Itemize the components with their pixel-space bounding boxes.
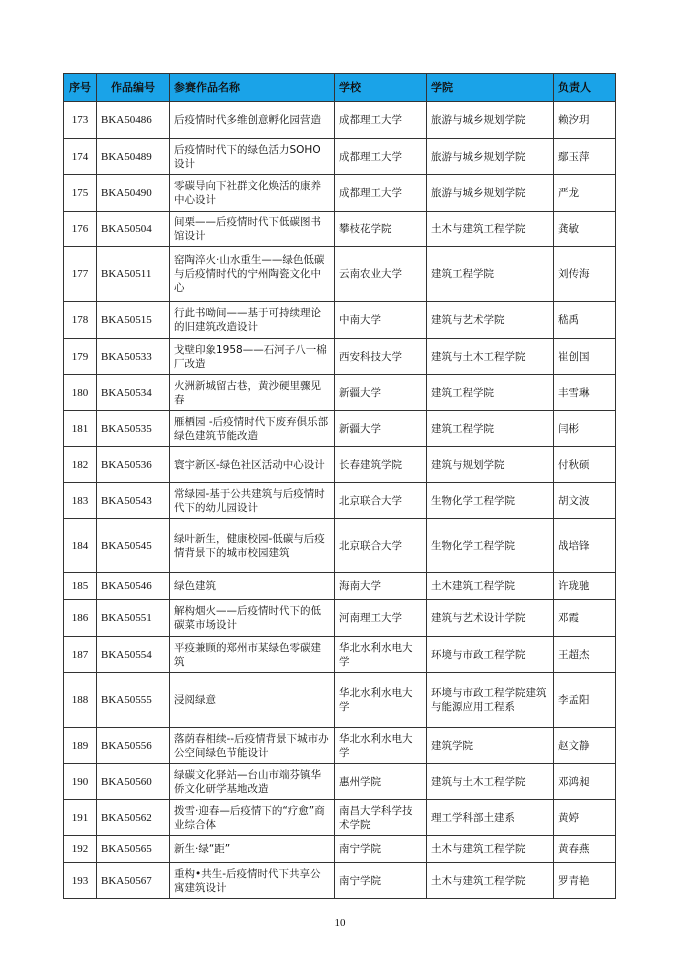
table-header-row (64, 74, 616, 102)
cell-leader: 邓鸿昶 (554, 764, 616, 800)
cell-serial: 189 (64, 728, 97, 764)
cell-school: 长春建筑学院 (335, 447, 427, 483)
cell-school: 南宁学院 (335, 863, 427, 899)
cell-serial: 188 (64, 673, 97, 728)
cell-code: BKA50560 (97, 764, 170, 800)
cell-college: 土木与建筑工程学院 (427, 836, 554, 863)
cell-school: 南昌大学科学技术学院 (335, 800, 427, 836)
cell-code: BKA50554 (97, 637, 170, 673)
cell-code: BKA50545 (97, 519, 170, 573)
cell-title: 后疫情时代下的绿色活力SOHO设计 (170, 139, 335, 175)
cell-serial: 191 (64, 800, 97, 836)
table-row (64, 411, 616, 447)
cell-college: 旅游与城乡规划学院 (427, 102, 554, 139)
page-number: 10 (334, 917, 346, 929)
cell-school: 攀枝花学院 (335, 212, 427, 247)
cell-serial: 184 (64, 519, 97, 573)
cell-title: 绿叶新生，健康校园-低碳与后疫情背景下的城市校园建筑 (170, 519, 335, 573)
table-row (64, 573, 616, 600)
cell-title: 绿碳文化驿站—台山市端芬镇华侨文化研学基地改造 (170, 764, 335, 800)
cell-college: 建筑与艺术学院 (427, 302, 554, 339)
cell-title: 常绿园-基于公共建筑与后疫情时代下的幼儿园设计 (170, 483, 335, 519)
cell-school: 新疆大学 (335, 375, 427, 411)
cell-college: 建筑工程学院 (427, 411, 554, 447)
table-row (64, 600, 616, 637)
cell-school: 华北水利水电大学 (335, 673, 427, 728)
cell-code: BKA50486 (97, 102, 170, 139)
table-row (64, 863, 616, 899)
cell-serial: 179 (64, 339, 97, 375)
cell-leader: 赵文静 (554, 728, 616, 764)
cell-code: BKA50543 (97, 483, 170, 519)
cell-title: 寰宇新区-绿色社区活动中心设计 (170, 447, 335, 483)
cell-serial: 175 (64, 175, 97, 212)
cell-serial: 193 (64, 863, 97, 899)
cell-leader: 付秋硕 (554, 447, 616, 483)
cell-code: BKA50536 (97, 447, 170, 483)
cell-leader: 闫彬 (554, 411, 616, 447)
cell-school: 惠州学院 (335, 764, 427, 800)
cell-title: 戈壁印象1958——石河子八一棉厂改造 (170, 339, 335, 375)
cell-title: 平疫兼顾的郑州市某绿色零碳建筑 (170, 637, 335, 673)
cell-title: 绿色建筑 (170, 573, 335, 600)
cell-title: 解构烟火——后疫情时代下的低碳菜市场设计 (170, 600, 335, 637)
cell-leader: 赖汐玥 (554, 102, 616, 139)
cell-college: 旅游与城乡规划学院 (427, 175, 554, 212)
cell-college: 环境与市政工程学院建筑与能源应用工程系 (427, 673, 554, 728)
table-row (64, 175, 616, 212)
cell-college: 建筑学院 (427, 728, 554, 764)
cell-leader: 崔创国 (554, 339, 616, 375)
cell-serial: 178 (64, 302, 97, 339)
table-row (64, 339, 616, 375)
cell-school: 华北水利水电大学 (335, 728, 427, 764)
cell-college: 土木与建筑工程学院 (427, 863, 554, 899)
header-code: 作品编号 (97, 74, 170, 102)
cell-title: 重构•共生-后疫情时代下共享公寓建筑设计 (170, 863, 335, 899)
cell-school: 北京联合大学 (335, 519, 427, 573)
cell-serial: 176 (64, 212, 97, 247)
cell-leader: 黄春燕 (554, 836, 616, 863)
cell-serial: 173 (64, 102, 97, 139)
cell-leader: 胡文波 (554, 483, 616, 519)
cell-school: 中南大学 (335, 302, 427, 339)
table-row (64, 728, 616, 764)
cell-serial: 180 (64, 375, 97, 411)
cell-leader: 黄婷 (554, 800, 616, 836)
cell-code: BKA50546 (97, 573, 170, 600)
cell-leader: 鄢玉萍 (554, 139, 616, 175)
cell-college: 理工学科部土建系 (427, 800, 554, 836)
header-college: 学院 (427, 74, 554, 102)
header-leader: 负责人 (554, 74, 616, 102)
cell-school: 成都理工大学 (335, 102, 427, 139)
cell-school: 北京联合大学 (335, 483, 427, 519)
cell-title: 窑陶淬火·山水重生——绿色低碳与后疫情时代的宁州陶瓷文化中心 (170, 247, 335, 302)
cell-title: 新生·绿“距” (170, 836, 335, 863)
table-row (64, 447, 616, 483)
cell-title: 火洲新城留古巷，黄沙硬里骤见春 (170, 375, 335, 411)
cell-college: 土木建筑工程学院 (427, 573, 554, 600)
cell-school: 新疆大学 (335, 411, 427, 447)
cell-code: BKA50504 (97, 212, 170, 247)
header-school: 学校 (335, 74, 427, 102)
cell-college: 建筑与土木工程学院 (427, 764, 554, 800)
cell-leader: 李孟阳 (554, 673, 616, 728)
cell-code: BKA50489 (97, 139, 170, 175)
cell-title: 拨雪·迎春—后疫情下的“疗愈”商业综合体 (170, 800, 335, 836)
cell-code: BKA50490 (97, 175, 170, 212)
cell-code: BKA50533 (97, 339, 170, 375)
cell-serial: 174 (64, 139, 97, 175)
table-row (64, 483, 616, 519)
cell-code: BKA50535 (97, 411, 170, 447)
header-title: 参赛作品名称 (170, 74, 335, 102)
cell-college: 建筑工程学院 (427, 375, 554, 411)
cell-leader: 邓霞 (554, 600, 616, 637)
cell-school: 河南理工大学 (335, 600, 427, 637)
cell-code: BKA50534 (97, 375, 170, 411)
cell-code: BKA50565 (97, 836, 170, 863)
cell-title: 行此书呦间——基于可持续理论的旧建筑改造设计 (170, 302, 335, 339)
cell-serial: 187 (64, 637, 97, 673)
cell-serial: 192 (64, 836, 97, 863)
cell-serial: 190 (64, 764, 97, 800)
table-row (64, 519, 616, 573)
cell-college: 建筑与土木工程学院 (427, 339, 554, 375)
table-row (64, 302, 616, 339)
cell-leader: 许珑驰 (554, 573, 616, 600)
table-row (64, 800, 616, 836)
table-row (64, 637, 616, 673)
table-row (64, 375, 616, 411)
cell-school: 成都理工大学 (335, 139, 427, 175)
cell-school: 南宁学院 (335, 836, 427, 863)
cell-code: BKA50555 (97, 673, 170, 728)
cell-college: 生物化学工程学院 (427, 519, 554, 573)
cell-title: 后疫情时代多维创意孵化园营造 (170, 102, 335, 139)
cell-serial: 186 (64, 600, 97, 637)
cell-college: 建筑工程学院 (427, 247, 554, 302)
cell-code: BKA50567 (97, 863, 170, 899)
awards-table (63, 73, 616, 899)
cell-college: 环境与市政工程学院 (427, 637, 554, 673)
cell-title: 零碳导向下社群文化焕活的康养中心设计 (170, 175, 335, 212)
cell-school: 成都理工大学 (335, 175, 427, 212)
cell-college: 生物化学工程学院 (427, 483, 554, 519)
table-row (64, 139, 616, 175)
cell-code: BKA50551 (97, 600, 170, 637)
cell-code: BKA50515 (97, 302, 170, 339)
cell-leader: 战培锋 (554, 519, 616, 573)
cell-leader: 丰雪琳 (554, 375, 616, 411)
cell-leader: 刘传海 (554, 247, 616, 302)
cell-college: 旅游与城乡规划学院 (427, 139, 554, 175)
cell-school: 云南农业大学 (335, 247, 427, 302)
header-serial: 序号 (64, 74, 97, 102)
table-row (64, 673, 616, 728)
table-row (64, 836, 616, 863)
cell-code: BKA50556 (97, 728, 170, 764)
cell-code: BKA50511 (97, 247, 170, 302)
cell-leader: 龚敏 (554, 212, 616, 247)
cell-title: 间栗——后疫情时代下低碳图书馆设计 (170, 212, 335, 247)
cell-title: 落荫春相续--后疫情背景下城市办公空间绿色节能设计 (170, 728, 335, 764)
cell-serial: 177 (64, 247, 97, 302)
table-row (64, 102, 616, 139)
cell-school: 海南大学 (335, 573, 427, 600)
cell-leader: 嵇禹 (554, 302, 616, 339)
cell-title: 雁栖园 -后疫情时代下废弃俱乐部绿色建筑节能改造 (170, 411, 335, 447)
cell-serial: 185 (64, 573, 97, 600)
cell-leader: 王超杰 (554, 637, 616, 673)
cell-college: 土木与建筑工程学院 (427, 212, 554, 247)
cell-school: 华北水利水电大学 (335, 637, 427, 673)
cell-school: 西安科技大学 (335, 339, 427, 375)
cell-college: 建筑与规划学院 (427, 447, 554, 483)
cell-code: BKA50562 (97, 800, 170, 836)
cell-title: 浸阅绿意 (170, 673, 335, 728)
table-row (64, 764, 616, 800)
cell-college: 建筑与艺术设计学院 (427, 600, 554, 637)
cell-leader: 严龙 (554, 175, 616, 212)
cell-leader: 罗青艳 (554, 863, 616, 899)
table-row (64, 212, 616, 247)
table-row (64, 247, 616, 302)
cell-serial: 181 (64, 411, 97, 447)
cell-serial: 182 (64, 447, 97, 483)
cell-serial: 183 (64, 483, 97, 519)
